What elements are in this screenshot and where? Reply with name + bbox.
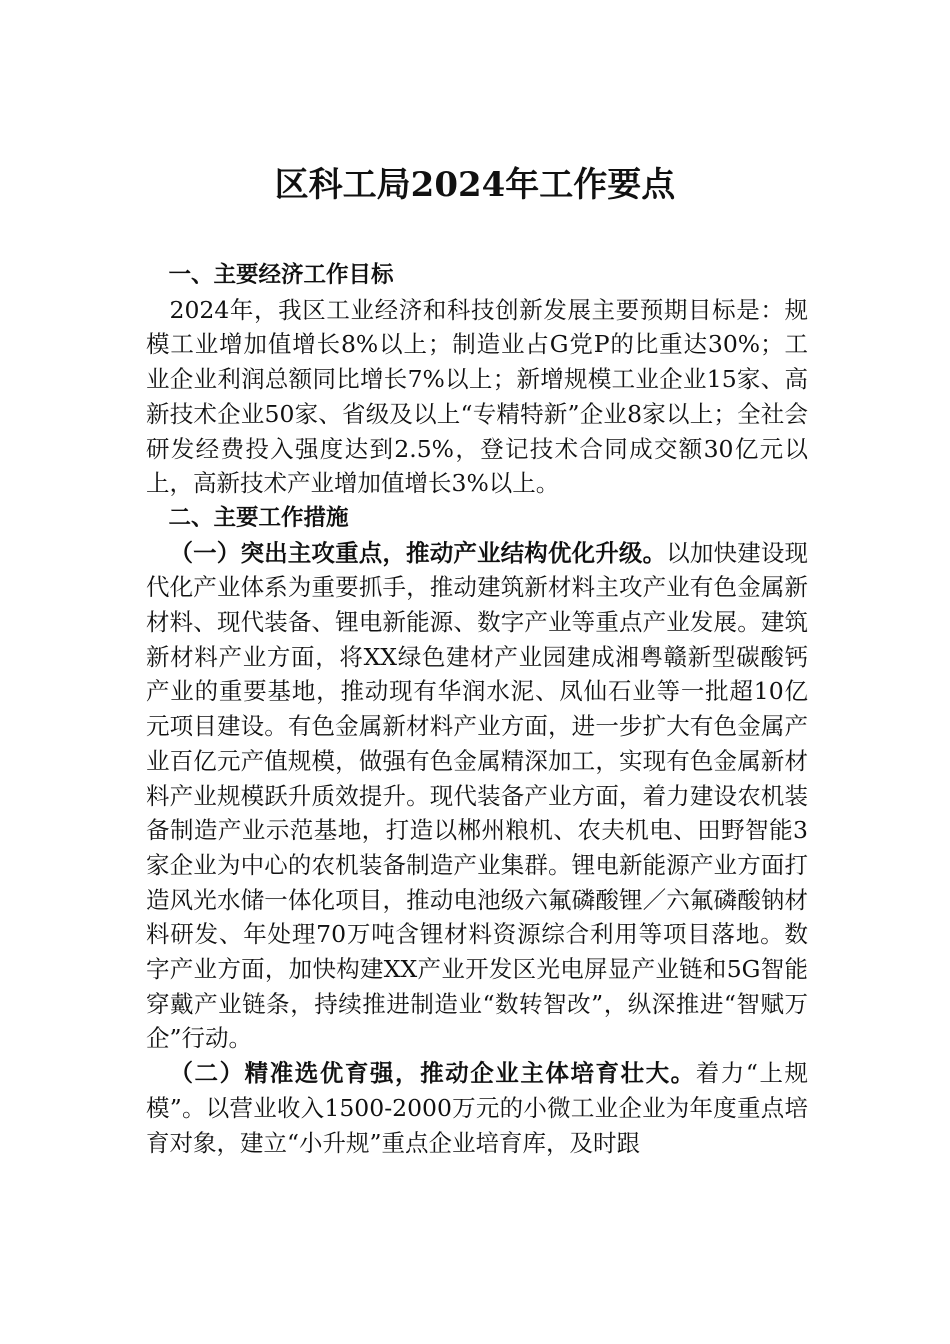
paragraph-targets: 2024年，我区工业经济和科技创新发展主要预期目标是：规模工业增加值增长8%以上；制造业占G党P的比重达30%；工业企业利润总额同比增长7%以上；新增规模工业企业15家、高新技术企业50家、省级及以上“专精特新”企业8家以上；全社会研发经费投入强度达到2.5%，登记技术合同成交额30亿元以上，高新技术产业增加值增长3%以上。 [146,295,808,498]
document-body [146,258,808,1160]
paragraph-measure-2 [146,1056,808,1160]
measure-2-lead: （二）精准选优育强，推动企业主体培育壮大。 [169,1059,696,1088]
measure-2-body: 着力“上规模”。以营业收入1500-2000万元的小微工业企业为年度重点培育对象，建立“小升规”重点企业培育库，及时跟 [146,1059,809,1157]
measure-1-body: 以加快建设现代化产业体系为重要抓手，推动建筑新材料主攻产业有色金属新材料、现代装备、锂电新能源、数字产业等重点产业发展。建筑新材料产业方面，将XX绿色建材产业园建成湘粤赣新型碳酸钙产业的重要基地，推动现有华润水泥、凤仙石业等一批超10亿元项目建设。有色金属新材料产业方面，进一步扩大有色金属产业百亿元产值规模，做强有色金属精深加工，实现有色金属新材料产业规模跃升质效提升。现代装备产业方面，着力建设农机装备制造产业示范基地，打造以郴州粮机、农夫机电、田野智能3家企业为中心的农机装备制造产业集群。锂电新能源产业方面打造风光水储一体化项目，推动电池级六氟磷酸锂／六氟磷酸钠材料研发、年处理70万吨含锂材料资源综合利用等项目落地。数字产业方面，加快构建XX产业开发区光电屏显产业链和5G智能穿戴产业链条，持续推进制造业“数转智改”，纵深推进“智赋万企”行动。 [146,538,809,1053]
document-title: 区科工局2024年工作要点 [274,165,676,205]
measure-1-lead: （一）突出主攻重点，推动产业结构优化升级。 [169,538,667,567]
paragraph-measure-1 [146,536,808,1057]
section-heading-2: 二、主要工作措施 [168,504,349,531]
section-heading-1: 一、主要经济工作目标 [168,262,394,288]
